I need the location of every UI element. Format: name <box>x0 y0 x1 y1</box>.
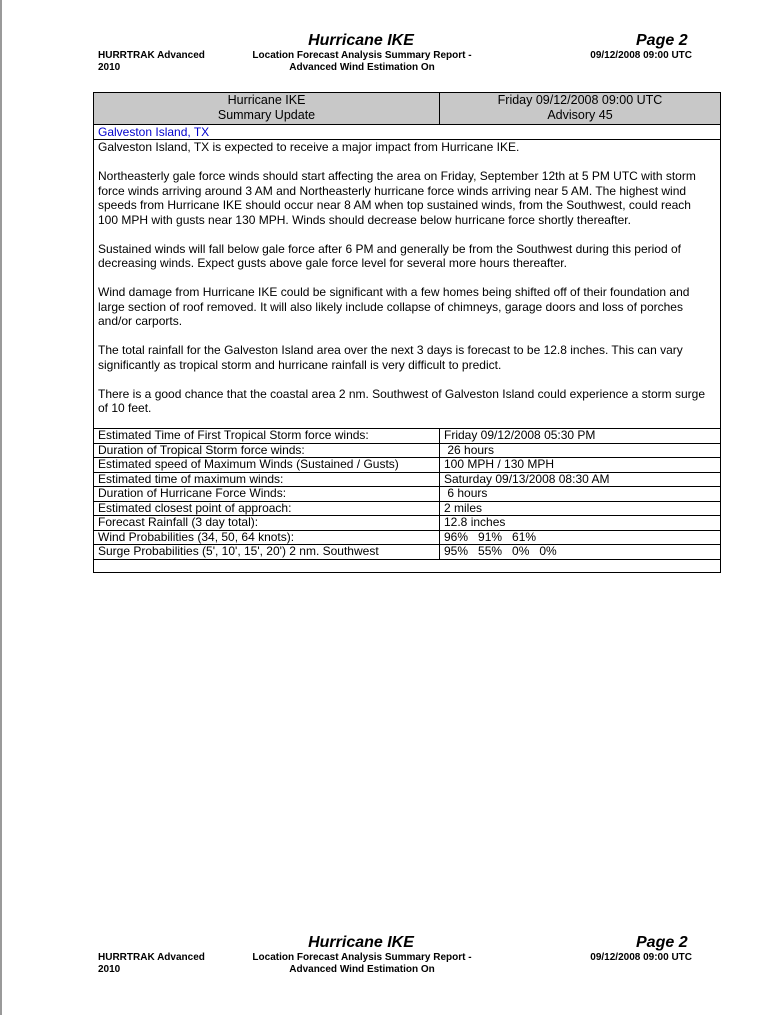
report-head-advisory-number: Advisory 45 <box>547 108 613 122</box>
location-name: Galveston Island, TX <box>98 125 210 139</box>
row-label: Estimated closest point of approach: <box>98 500 292 515</box>
report-head-update: Summary Update <box>217 108 316 122</box>
row-value: 26 hours <box>444 442 495 457</box>
table-row <box>94 486 720 501</box>
table-row <box>94 530 720 545</box>
row-label: Surge Probabilities (5', 10', 15', 20') 2 nm. Southwest <box>98 544 379 558</box>
column-divider <box>439 444 440 458</box>
column-divider <box>439 429 440 443</box>
footer-product <box>98 952 228 976</box>
column-divider <box>439 545 440 559</box>
header-product-line1: HURRTRAK Advanced <box>98 50 205 61</box>
row-label: Estimated speed of Maximum Winds (Sustained / Gusts) <box>98 457 399 471</box>
row-label: Estimated time of maximum winds: <box>98 471 284 486</box>
table-row <box>94 515 720 530</box>
paragraph-wind-onset: Northeasterly gale force winds should start affecting the area on Friday, September 12th at 5 PM UTC with storm force winds arriving around 3 AM and Northeasterly hurricane force winds arriving near 5 AM. The highest wind speeds from Hurricane IKE should occur near 8 AM when top sustained winds, from the Southwest, could reach 100 MPH with gusts near 130 MPH. Winds should decrease below hurricane force shortly thereafter. <box>98 169 696 227</box>
forecast-narrative <box>98 140 714 430</box>
column-divider <box>439 487 440 501</box>
table-row-empty <box>94 559 720 574</box>
table-row <box>94 428 720 443</box>
row-label: Duration of Tropical Storm force winds: <box>98 442 305 457</box>
report-head-advisory <box>440 93 720 124</box>
header-product <box>98 50 228 74</box>
row-value: 100 MPH / 130 MPH <box>444 457 555 471</box>
row-value: 95% 55% 0% 0% <box>444 544 557 558</box>
header-report-line1: Location Forecast Analysis Summary Report - <box>252 50 472 61</box>
report-head-datetime: Friday 09/12/2008 09:00 UTC <box>497 93 663 107</box>
report-head-storm <box>94 93 440 124</box>
row-label: Estimated Time of First Tropical Storm force winds: <box>98 428 369 442</box>
paragraph-wind-decrease: Sustained winds will fall below gale force after 6 PM and generally be from the Southwest during this period of decreasing winds. Expect gusts above gale force level for several more hours thereafter. <box>98 241 681 270</box>
table-row <box>94 501 720 516</box>
footer-report-line2: Advanced Wind Estimation On <box>289 964 435 975</box>
row-value: 96% 91% 61% <box>444 529 537 544</box>
header-datetime: 09/12/2008 09:00 UTC <box>590 50 692 61</box>
footer-report-name <box>232 952 492 976</box>
forecast-details-table <box>94 428 720 573</box>
page-footer <box>0 934 783 984</box>
row-label: Forecast Rainfall (3 day total): <box>98 515 259 529</box>
paragraph-wind-damage: Wind damage from Hurricane IKE could be significant with a few homes being shifted off of their foundation and large section of roof removed. It will also likely include collapse of chimneys, garage doors and loss of porches and/or carports. <box>98 285 690 328</box>
header-page-number: Page 2 <box>636 32 688 49</box>
column-divider <box>439 502 440 516</box>
footer-title: Hurricane IKE <box>308 934 414 951</box>
row-value: Friday 09/12/2008 05:30 PM <box>444 428 596 442</box>
table-row <box>94 457 720 472</box>
column-divider <box>439 473 440 487</box>
row-value: 6 hours <box>444 486 488 500</box>
page-header <box>0 32 783 82</box>
table-row <box>94 472 720 487</box>
page-left-edge <box>0 0 2 1015</box>
row-label: Duration of Hurricane Force Winds: <box>98 486 287 500</box>
report-head-row <box>94 93 720 125</box>
paragraph-impact: Galveston Island, TX is expected to receive a major impact from Hurricane IKE. <box>98 140 520 154</box>
header-report-line2: Advanced Wind Estimation On <box>289 62 435 73</box>
column-divider <box>439 531 440 545</box>
paragraph-rainfall: The total rainfall for the Galveston Island area over the next 3 days is forecast to be 12.8 inches. This can vary significantly as tropical storm and hurricane rainfall is very difficult to predict. <box>98 343 683 372</box>
row-value: 12.8 inches <box>444 515 506 529</box>
row-value: Saturday 09/13/2008 08:30 AM <box>444 471 610 486</box>
row-label: Wind Probabilities (34, 50, 64 knots): <box>98 529 295 544</box>
table-row <box>94 443 720 458</box>
footer-page-number: Page 2 <box>636 934 688 951</box>
paragraph-storm-surge: There is a good chance that the coastal area 2 nm. Southwest of Galveston Island could experience a storm surge of 10 feet. <box>98 386 706 415</box>
footer-product-line1: HURRTRAK Advanced <box>98 952 205 963</box>
table-row <box>94 544 720 559</box>
column-divider <box>439 458 440 472</box>
column-divider <box>439 516 440 530</box>
header-title: Hurricane IKE <box>308 32 414 49</box>
header-report-name <box>232 50 492 74</box>
row-value: 2 miles <box>444 500 483 515</box>
footer-datetime: 09/12/2008 09:00 UTC <box>590 952 692 963</box>
footer-product-line2: 2010 <box>98 964 121 975</box>
header-product-line2: 2010 <box>98 62 121 73</box>
summary-report-table <box>93 92 721 573</box>
footer-report-line1: Location Forecast Analysis Summary Report - <box>252 952 472 963</box>
report-head-storm-name: Hurricane IKE <box>227 93 306 107</box>
